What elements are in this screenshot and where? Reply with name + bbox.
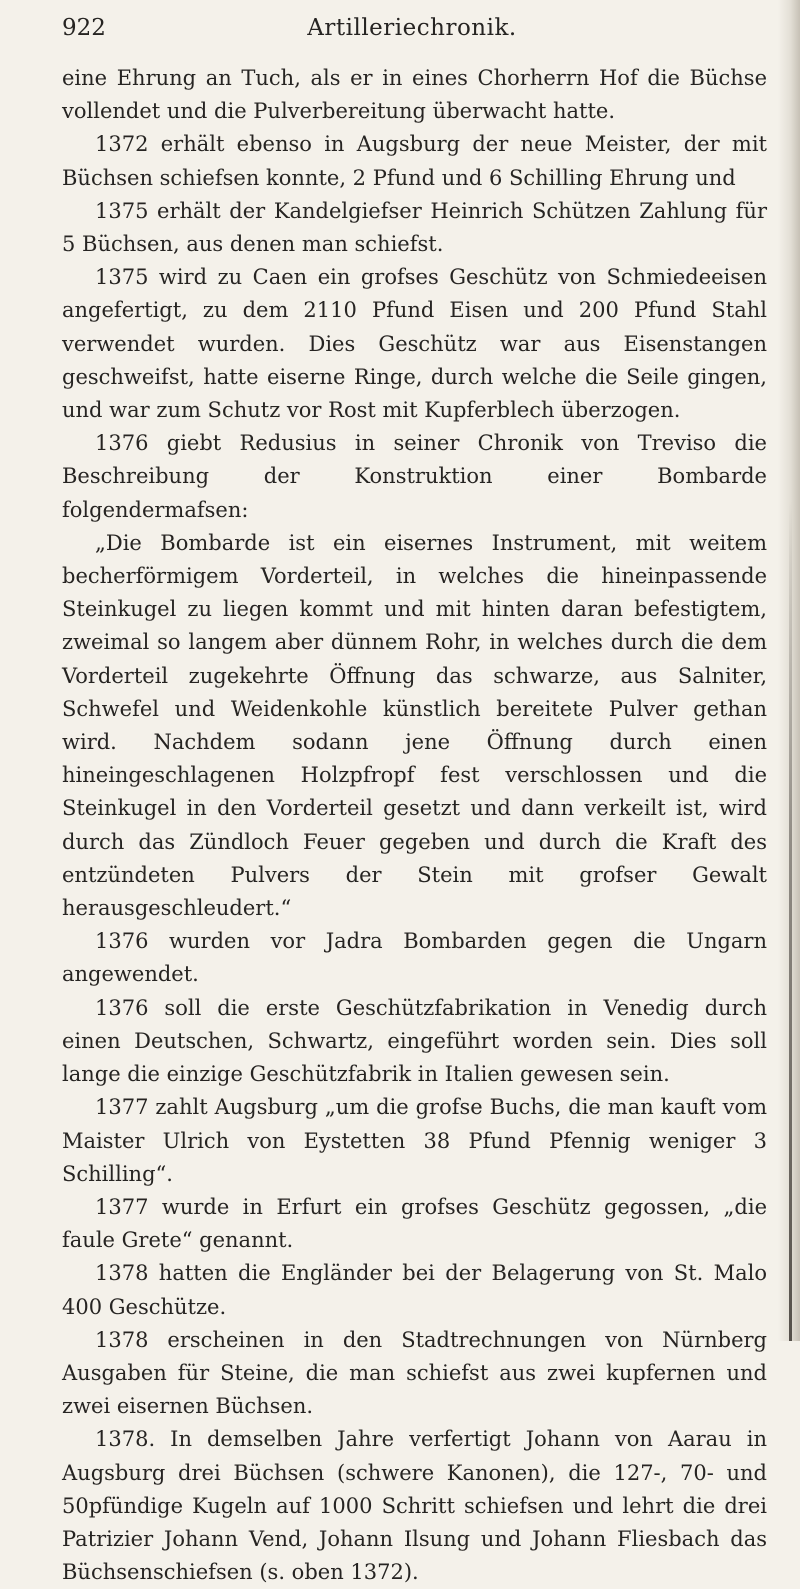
paragraph: 1376 wurden vor Jadra Bombarden gegen die Ungarn angewendet. bbox=[62, 929, 767, 987]
paragraph: 1378. In demselben Jahre verfertigt Johann von Aarau in Augsburg drei Büchsen (schwere Kanonen), die 127-, 70- und 50pfündige Kugeln auf 1000 Schritt schiefsen und lehrt die drei Patrizier Johann Vend, Johann Ilsung und Johann Fliesbach das Büchsenschiefsen (s. oben 1372). bbox=[62, 1427, 767, 1585]
paragraph: eine Ehrung an Tuch, als er in eines Chorherrn Hof die Büchse vollendet und die Pulverbereitung überwacht hatte. bbox=[62, 66, 767, 124]
page-edge-line bbox=[789, 500, 792, 1341]
paragraph: 1378 erscheinen in den Stadtrechnungen von Nürnberg Ausgaben für Steine, die man schiefst aus zwei kupfernen und zwei eisernen Büchsen. bbox=[62, 1327, 767, 1419]
quoted-paragraph: „Die Bombarde ist ein eisernes Instrument, mit weitem becherförmigem Vorderteil, in welches die hineinpassende Steinkugel zu liegen kommt und mit hinten daran befestigtem, zweimal so langem aber dünnem Rohr, in welches durch die dem Vorderteil zugekehrte Öffnung das schwarze, aus Salniter, Schwefel und Weidenkohle künstlich bereitete Pulver gethan wird. Nachdem sodann jene Öffnung durch einen hineingeschlagenen Holzpfropf fest verschlossen und die Steinkugel in den Vorderteil gesetzt und dann verkeilt ist, wird durch das Zündloch Feuer gegeben und durch die Kraft des entzündeten Pulvers der Stein mit grofser Gewalt herausgeschleudert.“ bbox=[62, 530, 767, 921]
page-number: 922 bbox=[62, 15, 106, 41]
body-text bbox=[62, 62, 767, 1589]
paragraph: 1376 giebt Redusius in seiner Chronik von Treviso die Beschreibung der Konstruktion einer Bombarde folgendermafsen: bbox=[62, 431, 767, 522]
paragraph: 1377 wurde in Erfurt ein grofses Geschütz gegossen, „die faule Grete“ genannt. bbox=[62, 1194, 767, 1253]
paragraph: 1378 hatten die Engländer bei der Belagerung von St. Malo 400 Geschütze. bbox=[62, 1261, 767, 1319]
paragraph: 1375 wird zu Caen ein grofses Geschütz von Schmiedeeisen angefertigt, zu dem 2110 Pfund Eisen und 200 Pfund Stahl verwendet wurden. Dies Geschütz war aus Eisenstangen geschweifst, hatte eiserne Ringe, durch welche die Seile gingen, und war zum Schutz vor Rost mit Kupferblech überzogen. bbox=[62, 265, 767, 423]
running-title: Artilleriechronik. bbox=[307, 15, 517, 41]
page-header bbox=[62, 8, 762, 48]
paragraph: 1376 soll die erste Geschützfabrikation in Venedig durch einen Deutschen, Schwartz, eingeführt worden sein. Dies soll lange die einzige Geschützfabrik in Italien gewesen sein. bbox=[62, 995, 767, 1087]
paragraph: 1377 zahlt Augsburg „um die grofse Buchs, die man kauft vom Maister Ulrich von Eystetten 38 Pfund Pfennig weniger 3 Schilling“. bbox=[62, 1095, 767, 1186]
paragraph: 1375 erhält der Kandelgiefser Heinrich Schützen Zahlung für 5 Büchsen, aus denen man schiefst. bbox=[62, 198, 767, 257]
paragraph: 1372 erhält ebenso in Augsburg der neue Meister, der mit Büchsen schiefsen konnte, 2 Pfund und 6 Schilling Ehrung und bbox=[62, 132, 767, 190]
